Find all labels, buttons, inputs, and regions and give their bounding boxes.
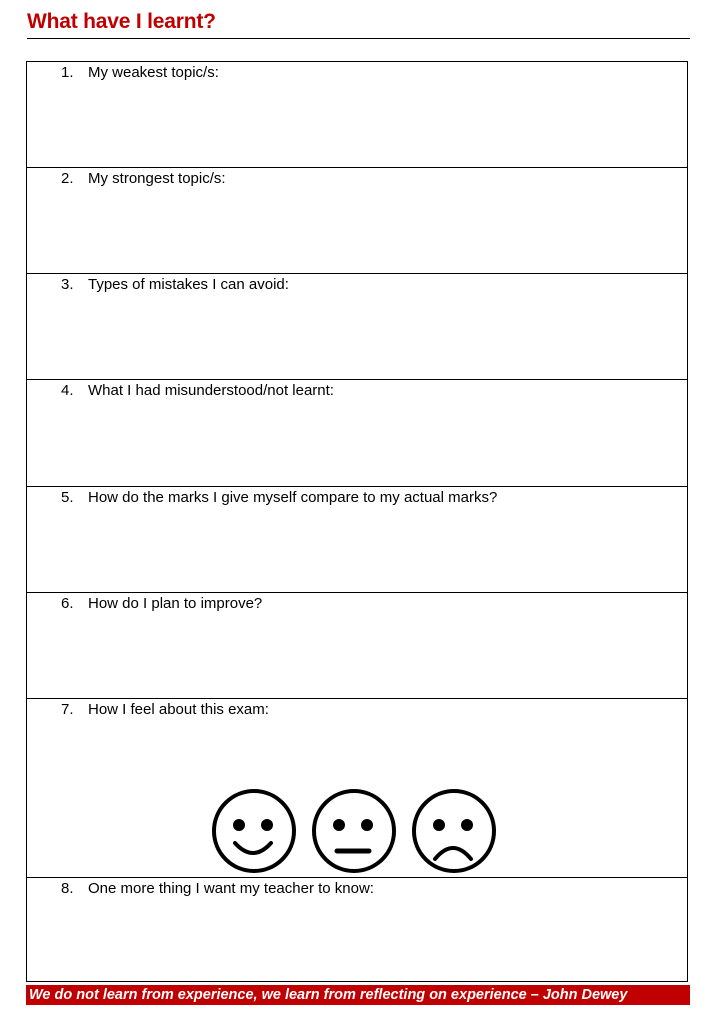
neutral-face-icon[interactable] bbox=[314, 791, 394, 871]
question-number: 7. bbox=[61, 701, 74, 718]
question-number: 5. bbox=[61, 489, 74, 506]
question-text: My weakest topic/s: bbox=[88, 64, 219, 81]
question-number: 2. bbox=[61, 170, 74, 187]
question-row-6[interactable] bbox=[27, 593, 687, 698]
question-number: 6. bbox=[61, 595, 74, 612]
question-number: 3. bbox=[61, 276, 74, 293]
question-row-5[interactable] bbox=[27, 487, 687, 592]
quote-footer: We do not learn from experience, we learn from reflecting on experience – John Dewey bbox=[26, 985, 690, 1005]
question-row-8[interactable] bbox=[27, 878, 687, 981]
feeling-faces bbox=[205, 779, 505, 874]
question-row-1[interactable] bbox=[27, 62, 687, 167]
question-number: 8. bbox=[61, 880, 74, 897]
sad-face-icon[interactable] bbox=[414, 791, 494, 871]
question-text: Types of mistakes I can avoid: bbox=[88, 276, 289, 293]
feeling-faces-graphic bbox=[205, 779, 505, 874]
question-text: How do I plan to improve? bbox=[88, 595, 263, 612]
question-text: How do the marks I give myself compare to my actual marks? bbox=[88, 489, 498, 506]
question-number: 4. bbox=[61, 382, 74, 399]
question-text: How I feel about this exam: bbox=[88, 701, 269, 718]
question-row-2[interactable] bbox=[27, 168, 687, 273]
question-row-3[interactable] bbox=[27, 274, 687, 379]
question-text: My strongest topic/s: bbox=[88, 170, 226, 187]
question-number: 1. bbox=[61, 64, 74, 81]
happy-face-icon[interactable] bbox=[214, 791, 294, 871]
title-underline bbox=[27, 38, 690, 39]
question-row-4[interactable] bbox=[27, 380, 687, 486]
question-text: One more thing I want my teacher to know: bbox=[88, 880, 374, 897]
question-text: What I had misunderstood/not learnt: bbox=[88, 382, 334, 399]
page-title: What have I learnt? bbox=[27, 10, 216, 33]
